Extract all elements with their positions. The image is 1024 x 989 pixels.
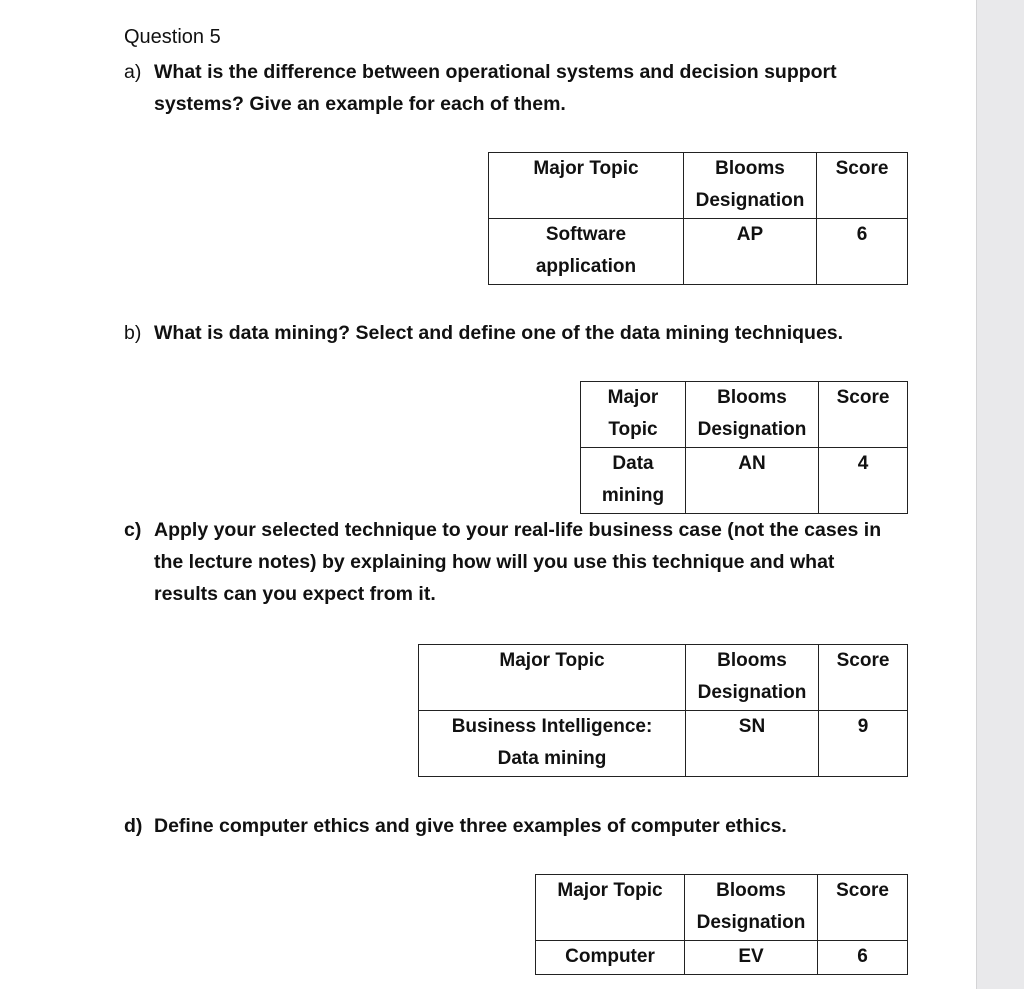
header-blooms-designation: Blooms Designation: [685, 875, 818, 941]
rubric-header-row: [419, 645, 908, 711]
rubric-header-row: [536, 875, 908, 941]
cell-major-topic: Computer: [536, 941, 685, 975]
cell-score: 6: [818, 941, 908, 975]
cell-major-topic: Data mining: [581, 448, 686, 514]
header-major-topic: Major Topic: [489, 153, 684, 219]
header-blooms-designation: Blooms Designation: [686, 645, 819, 711]
header-score: Score: [819, 645, 908, 711]
cell-score: 4: [819, 448, 908, 514]
cell-major-topic: Software application: [489, 219, 684, 285]
question-letter: a): [124, 61, 142, 83]
question-text: What is data mining? Select and define one of the data mining techniques.: [154, 322, 844, 344]
cell-score: 6: [817, 219, 908, 285]
rubric-table-b: [580, 381, 908, 514]
rubric-data-row: [536, 941, 908, 975]
rubric-data-row: [419, 711, 908, 777]
rubric-table-a: [488, 152, 908, 285]
question-letter: b): [124, 322, 142, 344]
rubric-data-row: [581, 448, 908, 514]
header-score: Score: [818, 875, 908, 941]
cell-blooms-designation: SN: [686, 711, 819, 777]
cell-major-topic: Business Intelligence: Data mining: [419, 711, 686, 777]
cell-blooms-designation: AN: [686, 448, 819, 514]
header-blooms-designation: Blooms Designation: [684, 153, 817, 219]
header-score: Score: [817, 153, 908, 219]
rubric-table-c: [418, 644, 908, 777]
question-letter: d): [124, 815, 143, 837]
cell-blooms-designation: AP: [684, 219, 817, 285]
question-heading: Question 5: [124, 26, 221, 48]
question-letter: c): [124, 519, 142, 541]
header-major-topic: Major Topic: [536, 875, 685, 941]
header-blooms-designation: Blooms Designation: [686, 382, 819, 448]
cell-blooms-designation: EV: [685, 941, 818, 975]
question-text: What is the difference between operational systems and decision support systems? Give an example for each of them.: [154, 61, 837, 115]
rubric-header-row: [489, 153, 908, 219]
question-text: Apply your selected technique to your real-life business case (not the cases in the lecture notes) by explaining how will you use this technique and what results can you expect from it.: [154, 519, 882, 605]
cell-score: 9: [819, 711, 908, 777]
question-text: Define computer ethics and give three examples of computer ethics.: [154, 815, 787, 837]
rubric-table-d: [535, 874, 908, 975]
header-major-topic: Major Topic: [419, 645, 686, 711]
rubric-header-row: [581, 382, 908, 448]
header-score: Score: [819, 382, 908, 448]
header-major-topic: Major Topic: [581, 382, 686, 448]
rubric-data-row: [489, 219, 908, 285]
